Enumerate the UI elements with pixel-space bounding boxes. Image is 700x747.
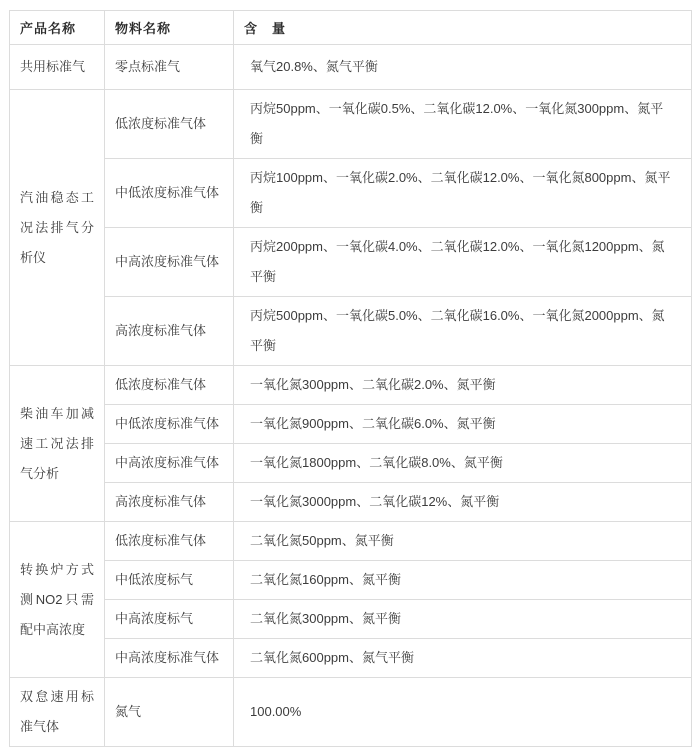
header-content: 含 量 (234, 11, 692, 45)
content-cell: 二氧化氮160ppm、氮平衡 (234, 561, 692, 600)
table-row (10, 678, 692, 747)
content-cell: 一氧化氮300ppm、二氧化碳2.0%、氮平衡 (234, 366, 692, 405)
content-cell: 氧气20.8%、氮气平衡 (234, 45, 692, 90)
table-row (10, 366, 692, 405)
material-name-cell: 中低浓度标气 (105, 561, 234, 600)
material-name-cell: 低浓度标准气体 (105, 90, 234, 159)
table-row (10, 522, 692, 561)
product-name-cell: 共用标准气 (10, 45, 105, 90)
content-cell: 一氧化氮900ppm、二氧化碳6.0%、氮平衡 (234, 405, 692, 444)
table-row (10, 639, 692, 678)
product-name-cell: 转换炉方式测NO2只需配中高浓度 (10, 522, 105, 678)
content-cell: 二氧化氮300ppm、氮平衡 (234, 600, 692, 639)
product-name-cell: 汽油稳态工况法排气分析仪 (10, 90, 105, 366)
content-cell: 丙烷100ppm、一氧化碳2.0%、二氧化碳12.0%、一氧化氮800ppm、氮平衡 (234, 159, 692, 228)
table-row (10, 228, 692, 297)
product-name-cell: 双怠速用标准气体 (10, 678, 105, 747)
table-row (10, 45, 692, 90)
material-name-cell: 中高浓度标准气体 (105, 444, 234, 483)
header-row (10, 11, 692, 45)
material-name-cell: 中低浓度标准气体 (105, 405, 234, 444)
table-row (10, 297, 692, 366)
header-material-name: 物料名称 (105, 11, 234, 45)
table-row (10, 405, 692, 444)
content-cell: 丙烷200ppm、一氧化碳4.0%、二氧化碳12.0%、一氧化氮1200ppm、氮平衡 (234, 228, 692, 297)
material-name-cell: 高浓度标准气体 (105, 483, 234, 522)
content-cell: 二氧化氮50ppm、氮平衡 (234, 522, 692, 561)
content-cell: 丙烷50ppm、一氧化碳0.5%、二氧化碳12.0%、一氧化氮300ppm、氮平衡 (234, 90, 692, 159)
content-cell: 100.00% (234, 678, 692, 747)
table-row (10, 483, 692, 522)
table-row (10, 444, 692, 483)
material-name-cell: 低浓度标准气体 (105, 522, 234, 561)
table-row (10, 600, 692, 639)
material-name-cell: 氮气 (105, 678, 234, 747)
material-name-cell: 零点标准气 (105, 45, 234, 90)
header-product-name: 产品名称 (10, 11, 105, 45)
table-row (10, 561, 692, 600)
material-name-cell: 中高浓度标准气体 (105, 639, 234, 678)
content-cell: 二氧化氮600ppm、氮气平衡 (234, 639, 692, 678)
content-cell: 一氧化氮3000ppm、二氧化碳12%、氮平衡 (234, 483, 692, 522)
standard-gas-table (9, 10, 692, 747)
table-row (10, 159, 692, 228)
content-cell: 一氧化氮1800ppm、二氧化碳8.0%、氮平衡 (234, 444, 692, 483)
product-name-cell: 柴油车加减速工况法排气分析 (10, 366, 105, 522)
material-name-cell: 低浓度标准气体 (105, 366, 234, 405)
material-name-cell: 高浓度标准气体 (105, 297, 234, 366)
material-name-cell: 中高浓度标气 (105, 600, 234, 639)
material-name-cell: 中高浓度标准气体 (105, 228, 234, 297)
material-name-cell: 中低浓度标准气体 (105, 159, 234, 228)
content-cell: 丙烷500ppm、一氧化碳5.0%、二氧化碳16.0%、一氧化氮2000ppm、氮平衡 (234, 297, 692, 366)
table-row (10, 90, 692, 159)
